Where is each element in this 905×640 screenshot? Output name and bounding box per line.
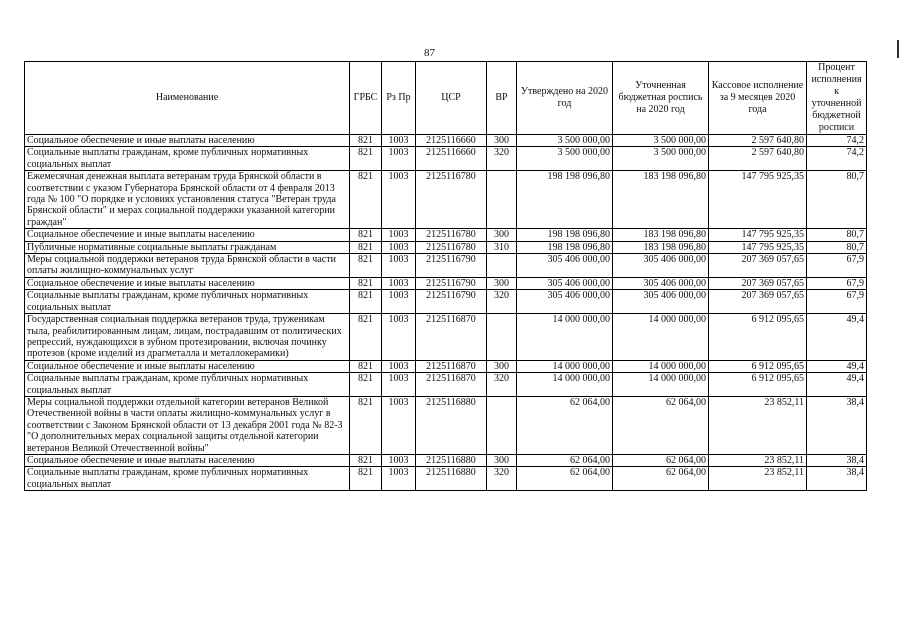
grbs-cell: 821 <box>350 314 382 361</box>
cash-cell: 2 597 640,80 <box>709 147 807 171</box>
csr-cell: 2125116870 <box>416 314 487 361</box>
csr-cell: 2125116780 <box>416 171 487 229</box>
grbs-cell: 821 <box>350 396 382 454</box>
table-row <box>25 277 867 289</box>
percent-cell: 38,4 <box>807 454 867 466</box>
name-cell: Социальное обеспечение и иные выплаты населению <box>25 360 350 372</box>
margin-mark <box>897 40 899 58</box>
approved-cell: 305 406 000,00 <box>517 290 613 314</box>
vr-cell: 320 <box>487 290 517 314</box>
approved-cell: 198 198 096,80 <box>517 241 613 253</box>
name-cell: Социальное обеспечение и иные выплаты населению <box>25 454 350 466</box>
vr-cell: 300 <box>487 277 517 289</box>
csr-cell: 2125116660 <box>416 147 487 171</box>
table-row <box>25 373 867 397</box>
percent-cell: 80,7 <box>807 241 867 253</box>
approved-cell: 62 064,00 <box>517 467 613 491</box>
grbs-cell: 821 <box>350 171 382 229</box>
cash-cell: 6 912 095,65 <box>709 373 807 397</box>
cash-cell: 207 369 057,65 <box>709 277 807 289</box>
vr-cell: 300 <box>487 229 517 241</box>
approved-cell: 3 500 000,00 <box>517 135 613 147</box>
vr-cell <box>487 171 517 229</box>
vr-cell <box>487 314 517 361</box>
rzpr-cell: 1003 <box>382 254 416 278</box>
header-cash: Кассовое исполнение за 9 месяцев 2020 года <box>709 62 807 135</box>
table-row <box>25 254 867 278</box>
vr-cell: 310 <box>487 241 517 253</box>
page-number: 87 <box>424 47 435 59</box>
rzpr-cell: 1003 <box>382 241 416 253</box>
specified-cell: 183 198 096,80 <box>613 229 709 241</box>
specified-cell: 183 198 096,80 <box>613 241 709 253</box>
csr-cell: 2125116880 <box>416 467 487 491</box>
name-cell: Социальное обеспечение и иные выплаты населению <box>25 229 350 241</box>
header-csr: ЦСР <box>416 62 487 135</box>
table-row <box>25 229 867 241</box>
percent-cell: 67,9 <box>807 277 867 289</box>
header-specified: Уточненная бюджетная роспись на 2020 год <box>613 62 709 135</box>
header-approved: Утверждено на 2020 год <box>517 62 613 135</box>
name-cell: Социальные выплаты гражданам, кроме публичных нормативных социальных выплат <box>25 467 350 491</box>
cash-cell: 2 597 640,80 <box>709 135 807 147</box>
percent-cell: 67,9 <box>807 254 867 278</box>
vr-cell: 300 <box>487 360 517 372</box>
approved-cell: 14 000 000,00 <box>517 373 613 397</box>
table-row <box>25 135 867 147</box>
percent-cell: 38,4 <box>807 467 867 491</box>
table-row <box>25 241 867 253</box>
name-cell: Социальные выплаты гражданам, кроме публичных нормативных социальных выплат <box>25 373 350 397</box>
approved-cell: 14 000 000,00 <box>517 314 613 361</box>
cash-cell: 207 369 057,65 <box>709 290 807 314</box>
table-row <box>25 147 867 171</box>
percent-cell: 49,4 <box>807 373 867 397</box>
grbs-cell: 821 <box>350 277 382 289</box>
grbs-cell: 821 <box>350 229 382 241</box>
csr-cell: 2125116870 <box>416 360 487 372</box>
percent-cell: 74,2 <box>807 135 867 147</box>
specified-cell: 3 500 000,00 <box>613 135 709 147</box>
csr-cell: 2125116660 <box>416 135 487 147</box>
header-name: Наименование <box>25 62 350 135</box>
cash-cell: 23 852,11 <box>709 454 807 466</box>
header-percent: Процент исполнения к уточненной бюджетной росписи <box>807 62 867 135</box>
csr-cell: 2125116880 <box>416 396 487 454</box>
rzpr-cell: 1003 <box>382 314 416 361</box>
vr-cell: 300 <box>487 454 517 466</box>
rzpr-cell: 1003 <box>382 396 416 454</box>
grbs-cell: 821 <box>350 454 382 466</box>
percent-cell: 80,7 <box>807 229 867 241</box>
specified-cell: 14 000 000,00 <box>613 360 709 372</box>
grbs-cell: 821 <box>350 135 382 147</box>
specified-cell: 14 000 000,00 <box>613 314 709 361</box>
csr-cell: 2125116880 <box>416 454 487 466</box>
table-row <box>25 290 867 314</box>
rzpr-cell: 1003 <box>382 360 416 372</box>
approved-cell: 305 406 000,00 <box>517 277 613 289</box>
name-cell: Социальное обеспечение и иные выплаты населению <box>25 135 350 147</box>
percent-cell: 67,9 <box>807 290 867 314</box>
cash-cell: 207 369 057,65 <box>709 254 807 278</box>
specified-cell: 305 406 000,00 <box>613 254 709 278</box>
rzpr-cell: 1003 <box>382 277 416 289</box>
rzpr-cell: 1003 <box>382 229 416 241</box>
percent-cell: 49,4 <box>807 360 867 372</box>
cash-cell: 6 912 095,65 <box>709 314 807 361</box>
header-grbs: ГРБС <box>350 62 382 135</box>
cash-cell: 147 795 925,35 <box>709 241 807 253</box>
header-rzpr: Рз Пр <box>382 62 416 135</box>
grbs-cell: 821 <box>350 373 382 397</box>
specified-cell: 3 500 000,00 <box>613 147 709 171</box>
vr-cell: 320 <box>487 373 517 397</box>
table-row <box>25 467 867 491</box>
approved-cell: 305 406 000,00 <box>517 254 613 278</box>
specified-cell: 14 000 000,00 <box>613 373 709 397</box>
name-cell: Государственная социальная поддержка ветеранов труда, труженикам тыла, реабилитированным лицам, лицам, пострадавшим от политических репрессий, нуждающихся в зубном протезировании, включая починку протезов (кроме изделий из драгметалла и металлокерамики) <box>25 314 350 361</box>
specified-cell: 62 064,00 <box>613 396 709 454</box>
grbs-cell: 821 <box>350 360 382 372</box>
rzpr-cell: 1003 <box>382 454 416 466</box>
name-cell: Социальные выплаты гражданам, кроме публичных нормативных социальных выплат <box>25 147 350 171</box>
percent-cell: 49,4 <box>807 314 867 361</box>
grbs-cell: 821 <box>350 254 382 278</box>
grbs-cell: 821 <box>350 467 382 491</box>
specified-cell: 62 064,00 <box>613 467 709 491</box>
percent-cell: 74,2 <box>807 147 867 171</box>
csr-cell: 2125116780 <box>416 229 487 241</box>
vr-cell <box>487 396 517 454</box>
specified-cell: 305 406 000,00 <box>613 290 709 314</box>
header-vr: ВР <box>487 62 517 135</box>
approved-cell: 198 198 096,80 <box>517 171 613 229</box>
rzpr-cell: 1003 <box>382 147 416 171</box>
approved-cell: 3 500 000,00 <box>517 147 613 171</box>
specified-cell: 305 406 000,00 <box>613 277 709 289</box>
rzpr-cell: 1003 <box>382 135 416 147</box>
name-cell: Ежемесячная денежная выплата ветеранам труда Брянской области в соответствии с указом Губернатора Брянской области от 4 февраля 2013 года № 100 "О порядке и условиях установления статуса "Ветеран труда Брянской области" и мерах социальной поддержки указанной категории граждан" <box>25 171 350 229</box>
vr-cell <box>487 254 517 278</box>
cash-cell: 6 912 095,65 <box>709 360 807 372</box>
name-cell: Меры социальной поддержки отдельной категории ветеранов Великой Отечественной войны в части оплаты жилищно-коммунальных услуг в соответствии с Законом Брянской области от 13 декабря 2001 года № 82-З "О дополнительных мерах социальной защиты отдельной категории ветеранов Великой Отечественной войны" <box>25 396 350 454</box>
approved-cell: 62 064,00 <box>517 396 613 454</box>
rzpr-cell: 1003 <box>382 290 416 314</box>
grbs-cell: 821 <box>350 290 382 314</box>
cash-cell: 23 852,11 <box>709 396 807 454</box>
approved-cell: 14 000 000,00 <box>517 360 613 372</box>
name-cell: Социальное обеспечение и иные выплаты населению <box>25 277 350 289</box>
percent-cell: 38,4 <box>807 396 867 454</box>
specified-cell: 62 064,00 <box>613 454 709 466</box>
cash-cell: 147 795 925,35 <box>709 171 807 229</box>
approved-cell: 62 064,00 <box>517 454 613 466</box>
csr-cell: 2125116870 <box>416 373 487 397</box>
table-row <box>25 314 867 361</box>
grbs-cell: 821 <box>350 147 382 171</box>
csr-cell: 2125116780 <box>416 241 487 253</box>
percent-cell: 80,7 <box>807 171 867 229</box>
csr-cell: 2125116790 <box>416 290 487 314</box>
rzpr-cell: 1003 <box>382 373 416 397</box>
table-header-row <box>25 62 867 135</box>
rzpr-cell: 1003 <box>382 171 416 229</box>
vr-cell: 320 <box>487 467 517 491</box>
name-cell: Публичные нормативные социальные выплаты гражданам <box>25 241 350 253</box>
csr-cell: 2125116790 <box>416 277 487 289</box>
table-row <box>25 171 867 229</box>
vr-cell: 320 <box>487 147 517 171</box>
table-body <box>25 135 867 491</box>
table-row <box>25 360 867 372</box>
rzpr-cell: 1003 <box>382 467 416 491</box>
vr-cell: 300 <box>487 135 517 147</box>
cash-cell: 147 795 925,35 <box>709 229 807 241</box>
specified-cell: 183 198 096,80 <box>613 171 709 229</box>
approved-cell: 198 198 096,80 <box>517 229 613 241</box>
name-cell: Социальные выплаты гражданам, кроме публичных нормативных социальных выплат <box>25 290 350 314</box>
csr-cell: 2125116790 <box>416 254 487 278</box>
budget-table <box>24 61 867 491</box>
cash-cell: 23 852,11 <box>709 467 807 491</box>
name-cell: Меры социальной поддержки ветеранов труда Брянской области в части оплаты жилищно-коммунальных услуг <box>25 254 350 278</box>
table-row <box>25 396 867 454</box>
table-row <box>25 454 867 466</box>
grbs-cell: 821 <box>350 241 382 253</box>
